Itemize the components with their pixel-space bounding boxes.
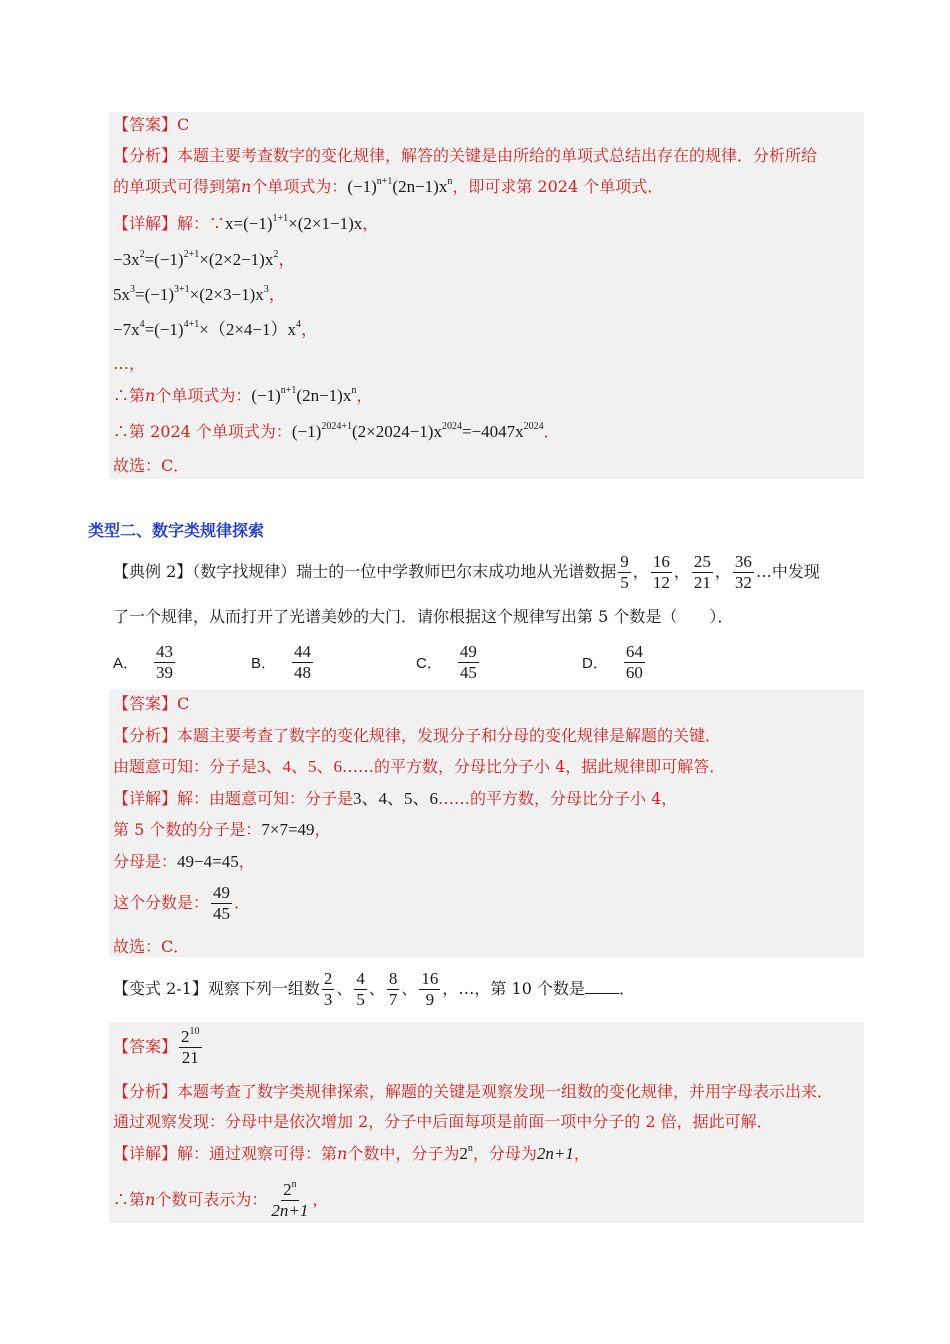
answer-blank[interactable] (585, 993, 619, 994)
numerator-line: 第 5 个数的分子是：7×7=49， (113, 820, 331, 839)
section-heading: 类型二、数字类规律探索 (88, 521, 265, 540)
result-fraction: $\frac{49}{45}$ (213, 883, 231, 923)
detail-line-1: 【详解】解：$\because x=(-1)^{1+1}\times(2\times 1-1)x$， (113, 213, 379, 233)
term-2024-line: ∴第 2024 个单项式为：$(-1)^{2024+1}(2\times 2024-1)x^{2024}=-4047x^{2024}$． (113, 421, 560, 441)
choose-line-2: 故选：C． (113, 937, 190, 956)
spectral-fraction-3: $\frac{25}{21}$ (693, 552, 711, 592)
final-line: ∴第n个数可表示为： $\frac{2^n}{2n+1}$ ， (113, 1179, 329, 1220)
sequence-fraction-2: $\frac{4}{5}$ (356, 969, 365, 1009)
spectral-fraction-1: $\frac{9}{5}$ (620, 552, 629, 592)
detail-line-2: 【详解】解：由题意可知：分子是3、4、5、6……的平方数，分母比分子小 4， (113, 789, 678, 808)
choose-line-1: 故选：C． (113, 456, 190, 475)
example2-line-1: 【典例 2】（数字找规律）瑞士的一位中学教师巴尔末成功地从光谱数据 $\frac{9}{5}$ ， $\frac{16}{12}$ ， $\frac{25}{21}$ ， $\frac{36}{32}$ …中发现 (113, 552, 820, 592)
option-c[interactable]: C． $\frac{49}{45}$ (416, 642, 477, 682)
sequence-fraction-3: $\frac{8}{7}$ (388, 969, 398, 1009)
detail-line-3: 【详解】解：通过观察可得：第n个数中，分子为2$^n$，分母为2n+1， (113, 1143, 590, 1163)
option-a[interactable]: A． $\frac{43}{39}$ (113, 642, 174, 682)
answer-line-2: 【答案】C (113, 694, 190, 713)
spectral-fraction-4: $\frac{36}{32}$ (734, 552, 752, 592)
spectral-fraction-2: $\frac{16}{12}$ (652, 552, 670, 592)
formula-line-3: $5x^3=(-1)^{3+1}\times(2\times 3-1)x^3$， (113, 284, 286, 304)
analysis-line-2b: 由题意可知：分子是3、4、5、6……的平方数，分母比分子小 4，据此规律即可解答． (113, 757, 726, 776)
answer-fraction: $\frac{2^{10}}{21}$ (181, 1026, 200, 1067)
answer-line-1: 【答案】C (113, 115, 190, 134)
analysis-line-3b: 通过观察发现：分母中是依次增加 2，分子中后面每项是前面一项中分子的 2 倍，据此可解． (113, 1112, 773, 1131)
option-d[interactable]: D． $\frac{64}{60}$ (582, 642, 643, 682)
option-b[interactable]: B． $\frac{44}{48}$ (251, 642, 312, 682)
nth-term-line: ∴第n个单项式为：$(-1)^{n+1}(2n-1)x^n$， (113, 385, 373, 405)
formula-line-4: $-7x^4=(-1)^{4+1}\times(2\times 4-1)x^4$， (113, 319, 318, 339)
variant-line: 【变式 2-1】观察下列一组数 $\frac{2}{3}$ 、 $\frac{4}{5}$ 、 $\frac{8}{7}$ 、 $\frac{16}{9}$ ，…，第 10 个数是 ． (113, 969, 635, 1009)
analysis-line-1b: 的单项式可得到第n个单项式为：$(-1)^{n+1}(2n-1)x^n$，即可求第 2024 个单项式． (113, 176, 664, 196)
answer-line-3: 【答案】 $\frac{2^{10}}{21}$ (113, 1026, 200, 1067)
sequence-fraction-4: $\frac{16}{9}$ (421, 969, 439, 1009)
example2-line-2: 了一个规律，从而打开了光谱美妙的大门．请你根据这个规律写出第 5 个数是（ ）． (113, 607, 734, 626)
formula-line-2: $-3x^2=(-1)^{2+1}\times(2\times 2-1)x^2$， (113, 249, 296, 269)
analysis-line-3a: 【分析】本题考查了数字类规律探索，解题的关键是观察发现一组数的变化规律，并用字母表示出来． (113, 1082, 834, 1101)
general-term-fraction: $\frac{2^n}{2n+1}$ (271, 1179, 309, 1220)
fraction-line: 这个分数是： $\frac{49}{45}$ ． (113, 883, 251, 923)
analysis-line-1a: 【分析】本题主要考查数字的变化规律，解答的关键是由所给的单项式总结出存在的规律．分析所给 (113, 146, 818, 165)
ellipsis-line: …， (113, 354, 146, 373)
analysis-line-2a: 【分析】本题主要考查了数字的变化规律，发现分子和分母的变化规律是解题的关键． (113, 726, 722, 745)
denominator-line: 分母是：49−4=45， (113, 852, 255, 871)
sequence-fraction-1: $\frac{2}{3}$ (323, 969, 333, 1009)
